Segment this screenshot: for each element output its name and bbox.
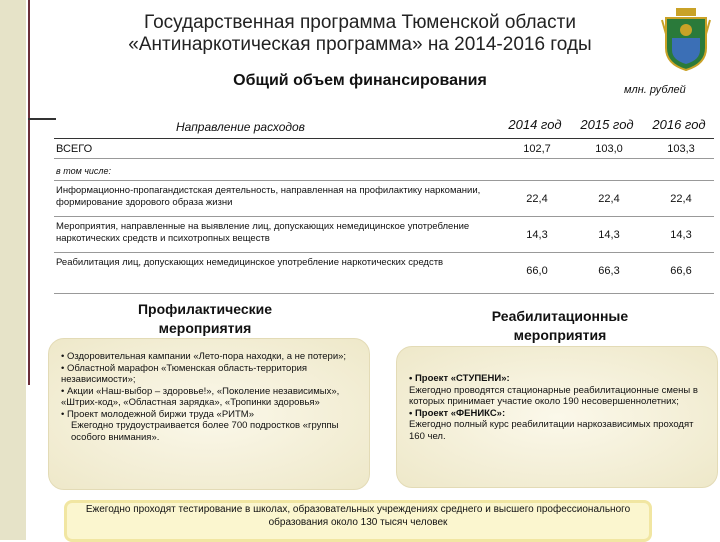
page-title	[60, 12, 660, 56]
prevention-note: Ежегодно трудоустраивается более 700 подростков «группы особого внимания».	[71, 420, 339, 443]
rehab-title-line-2: мероприятия	[513, 327, 607, 343]
total-2015: 103,0	[595, 143, 623, 155]
title-line-2: «Антинаркотическая программа» на 2014-2016 годы	[128, 34, 592, 55]
row-value-2016: 14,3	[670, 229, 692, 241]
table-row	[54, 252, 714, 294]
divider-line	[28, 118, 56, 120]
tyumen-coat-of-arms-icon	[658, 4, 714, 74]
row-value-2015: 66,3	[598, 265, 620, 277]
units-label: млн. рублей	[624, 84, 686, 96]
rehab-project-2-text: Ежегодно полный курс реабилитации наркозависимых проходят 160 чел.	[409, 419, 694, 442]
row-value-2015: 22,4	[598, 193, 620, 205]
left-accent-line	[28, 0, 30, 385]
including-label: в том числе:	[56, 166, 112, 176]
rehab-title-line-1: Реабилитационные	[491, 308, 629, 324]
prevention-bullet-2: • Областной марафон «Тюменская область-территория независимости»;	[61, 362, 308, 385]
total-row	[54, 138, 714, 159]
prevention-bullet-4: • Проект молодежной биржи труда «РИТМ»	[61, 408, 254, 420]
title-line-1: Государственная программа Тюменской области	[144, 12, 576, 33]
prevention-bullet-3: • Акции «Наш-выбор – здоровье!», «Поколение независимых», «Штрих-код», «Областная зарядка», «Тропинки здоровья»	[61, 385, 340, 408]
prevention-title	[105, 300, 305, 338]
total-2016: 103,3	[667, 143, 695, 155]
rehab-box	[396, 346, 718, 488]
rehab-title	[460, 307, 660, 345]
total-label: ВСЕГО	[56, 143, 93, 155]
rehab-project-1-text: Ежегодно проводятся стационарные реабилитационные смены в которых принимает участие около 190 несовершеннолетних;	[409, 384, 698, 407]
rehab-project-1-title: • Проект «СТУПЕНИ»:	[409, 373, 510, 384]
table-row	[54, 180, 714, 217]
left-decor-band	[0, 0, 26, 540]
financing-subtitle: Общий объем финансирования	[233, 72, 487, 89]
prevention-bullet-1: • Оздоровительная кампании «Лето-пора находки, а не потери»;	[61, 351, 347, 362]
rehab-project-2-title: • Проект «ФЕНИКС»:	[409, 407, 506, 419]
bottom-note: Ежегодно проходят тестирование в школах, образовательных учреждениях среднего и высшего профессионального образования около 130 тысяч человек	[64, 500, 652, 542]
direction-header: Направление расходов	[176, 120, 305, 134]
prevention-title-line-2: мероприятия	[158, 320, 252, 336]
including-row	[54, 158, 714, 179]
row-label: Реабилитация лиц, допускающих немедицинское употребление наркотических средств	[56, 257, 444, 268]
row-value-2014: 66,0	[526, 265, 548, 277]
row-label: Информационно-пропагандистская деятельность, направленная на профилактику наркомании, формирование здорового образа жизни	[56, 185, 481, 208]
year-2014-header: 2014 год	[508, 117, 562, 132]
year-2016-header: 2016 год	[652, 117, 706, 132]
row-value-2016: 66,6	[670, 265, 692, 277]
row-value-2014: 22,4	[526, 193, 548, 205]
prevention-title-line-1: Профилактические	[137, 301, 273, 317]
prevention-box	[48, 338, 370, 490]
total-2014: 102,7	[523, 143, 551, 155]
row-value-2015: 14,3	[598, 229, 620, 241]
row-value-2014: 14,3	[526, 229, 548, 241]
table-row	[54, 216, 714, 253]
row-label: Мероприятия, направленные на выявление лиц, допускающих немедицинское употребление наркотических средств и психотропных веществ	[56, 221, 470, 244]
row-value-2016: 22,4	[670, 193, 692, 205]
year-2015-header: 2015 год	[580, 117, 634, 132]
